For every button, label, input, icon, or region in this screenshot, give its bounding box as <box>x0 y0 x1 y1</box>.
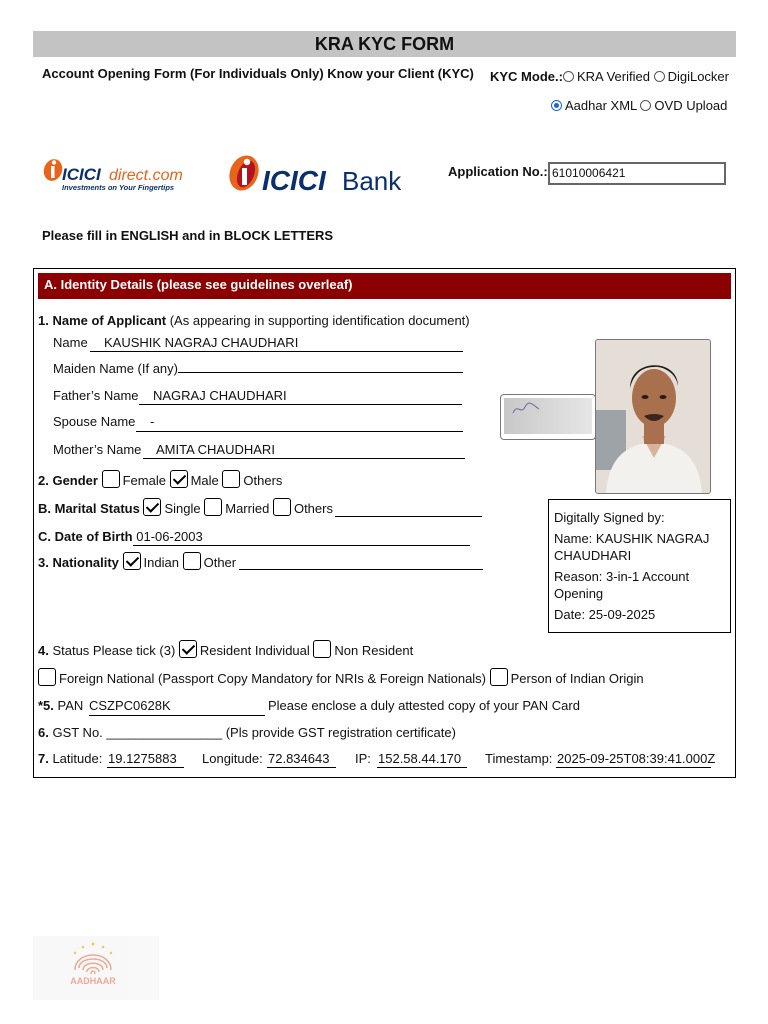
ip-field[interactable]: 152.58.44.170 <box>378 751 462 766</box>
gender-label: 2. Gender <box>38 473 98 488</box>
pan-label-bold: *5. <box>38 698 54 713</box>
gender-option-label: Others <box>243 473 283 488</box>
icici-bank-logo <box>226 152 418 196</box>
longitude-label: Longitude: <box>202 751 263 766</box>
marital-option-label: Single <box>164 501 201 516</box>
nationality-indian-checkbox[interactable] <box>123 552 141 570</box>
timestamp-label: Timestamp: <box>485 751 553 766</box>
applicant-name-heading-bold: 1. Name of Applicant <box>38 313 167 328</box>
marital-status-label: B. Marital Status <box>38 501 140 516</box>
nationality-other-underline <box>239 569 483 570</box>
father-name-field[interactable]: NAGRAJ CHAUDHARI <box>153 388 287 403</box>
dob-field[interactable]: 01-06-2003 <box>136 529 203 544</box>
aadhaar-logo <box>33 936 159 1000</box>
form-title: KRA KYC FORM <box>33 31 736 57</box>
status-option-label: Non Resident <box>334 643 414 658</box>
spouse-name-underline <box>136 431 463 432</box>
pan-label-rest: PAN <box>53 698 84 713</box>
aadhaar-logo-text: AADHAAR <box>70 976 116 986</box>
dob-label: C. Date of Birth <box>38 529 133 544</box>
application-number-field[interactable]: 61010006421 <box>548 162 726 185</box>
nationality-other-checkbox[interactable] <box>183 552 201 570</box>
nationality-option-label: Indian <box>143 555 179 570</box>
dob-row <box>38 529 203 544</box>
ip-label: IP: <box>355 751 371 766</box>
svg-text:Investments on Your Fingertips: Investments on Your Fingertips <box>62 183 175 192</box>
applicant-name-heading <box>38 313 470 328</box>
signature-image <box>500 394 596 440</box>
status-option-label: Person of Indian Origin <box>510 671 644 686</box>
kyc-mode-radio-digilocker[interactable] <box>654 71 665 82</box>
timestamp-field[interactable]: 2025-09-25T08:39:41.000Z <box>557 751 716 766</box>
marital-married-checkbox[interactable] <box>204 498 222 516</box>
status-label-bold: 4. <box>38 643 49 658</box>
status-row-1 <box>38 640 413 658</box>
status-option-label: Foreign National (Passport Copy Mandatory for NRIs & Foreign Nationals) <box>59 671 487 686</box>
kyc-mode-option-label: OVD Upload <box>654 98 728 113</box>
kyc-mode-option-label: KRA Verified <box>576 69 650 84</box>
icici-direct-logo <box>42 156 202 194</box>
pan-note: Please enclose a duly attested copy of your PAN Card <box>268 698 580 713</box>
marital-option-label: Others <box>293 501 333 516</box>
mother-name-label: Mother’s Name <box>53 442 142 457</box>
kyc-mode-option-label: Aadhar XML <box>565 98 637 113</box>
status-nonresident-checkbox[interactable] <box>313 640 331 658</box>
maiden-name-underline <box>178 372 463 373</box>
nationality-label: 3. Nationality <box>38 555 119 570</box>
gst-row <box>38 725 456 740</box>
kyc-mode-row-2 <box>551 98 727 113</box>
applicant-photo <box>595 339 711 494</box>
kyc-mode-radio-aadhar-xml[interactable] <box>551 100 562 111</box>
instruction-text: Please fill in ENGLISH and in BLOCK LETTERS <box>42 228 334 243</box>
svg-text:direct.com: direct.com <box>109 167 183 184</box>
longitude-field[interactable]: 72.834643 <box>268 751 330 766</box>
latitude-field[interactable]: 19.1275883 <box>108 751 177 766</box>
identity-details-heading: A. Identity Details (please see guidelines overleaf) <box>38 273 731 299</box>
svg-text:ICICI: ICICI <box>262 165 326 196</box>
status-resident-checkbox[interactable] <box>179 640 197 658</box>
signature-line-reason: Reason: 3-in-1 Account Opening <box>554 569 690 601</box>
applicant-name-heading-rest: (As appearing in supporting identification document) <box>166 313 470 328</box>
mother-name-underline <box>143 458 465 459</box>
svg-text:ICICI: ICICI <box>62 165 101 184</box>
marital-single-checkbox[interactable] <box>143 498 161 516</box>
marital-option-label: Married <box>225 501 270 516</box>
geo-label <box>38 751 102 766</box>
maiden-name-label: Maiden Name (If any) <box>53 361 178 376</box>
marital-status-row <box>38 498 333 516</box>
signature-line-date: Date: 25-09-2025 <box>554 607 656 622</box>
marital-others-underline <box>335 516 482 517</box>
gender-row <box>38 470 282 488</box>
status-label-rest: Status Please tick (3) <box>48 643 176 658</box>
spouse-name-field[interactable]: - <box>150 414 155 429</box>
name-field[interactable]: KAUSHIK NAGRAJ CHAUDHARI <box>104 335 299 350</box>
gst-label-bold: 6. <box>38 725 49 740</box>
longitude-underline <box>267 767 336 768</box>
nationality-row <box>38 552 236 570</box>
spouse-name-label: Spouse Name <box>53 414 136 429</box>
application-number-label: Application No.: <box>448 164 548 179</box>
kyc-mode-radio-kra[interactable] <box>563 71 574 82</box>
gender-option-label: Male <box>190 473 219 488</box>
pan-field[interactable]: CSZPC0628K <box>89 698 171 713</box>
pan-underline <box>89 715 265 716</box>
svg-text:Bank: Bank <box>342 166 402 196</box>
nationality-option-label: Other <box>203 555 237 570</box>
signature-line-title: Digitally Signed by: <box>554 510 665 525</box>
status-foreign-checkbox[interactable] <box>38 668 56 686</box>
dob-underline <box>133 545 470 546</box>
status-row-2 <box>38 668 644 686</box>
marital-others-checkbox[interactable] <box>273 498 291 516</box>
gender-female-checkbox[interactable] <box>102 470 120 488</box>
signature-line-name: Name: KAUSHIK NAGRAJ CHAUDHARI <box>554 531 710 563</box>
status-option-label: Resident Individual <box>199 643 310 658</box>
status-pio-checkbox[interactable] <box>490 668 508 686</box>
mother-name-field[interactable]: AMITA CHAUDHARI <box>156 442 275 457</box>
gender-male-checkbox[interactable] <box>170 470 188 488</box>
kyc-mode-radio-ovd[interactable] <box>640 100 651 111</box>
gender-option-label: Female <box>122 473 166 488</box>
gender-others-checkbox[interactable] <box>222 470 240 488</box>
name-underline <box>90 351 463 352</box>
latitude-underline <box>107 767 184 768</box>
timestamp-underline <box>556 767 711 768</box>
geo-label-bold: 7. <box>38 751 49 766</box>
form-subtitle: Account Opening Form (For Individuals Only) Know your Client (KYC) <box>42 66 474 81</box>
father-name-label: Father’s Name <box>53 388 139 403</box>
latitude-label: Latitude: <box>48 751 103 766</box>
pan-label <box>38 698 83 713</box>
ip-underline <box>377 767 467 768</box>
kyc-mode-option-label: DigiLocker <box>667 69 729 84</box>
father-name-underline <box>139 404 462 405</box>
kyc-mode-row-1 <box>490 69 729 84</box>
gst-label-rest: GST No. ________________ (Pls provide GST registration certificate) <box>48 725 456 740</box>
digital-signature-box <box>548 499 731 633</box>
kyc-mode-label: KYC Mode.: <box>490 69 563 84</box>
name-label: Name <box>53 335 88 350</box>
